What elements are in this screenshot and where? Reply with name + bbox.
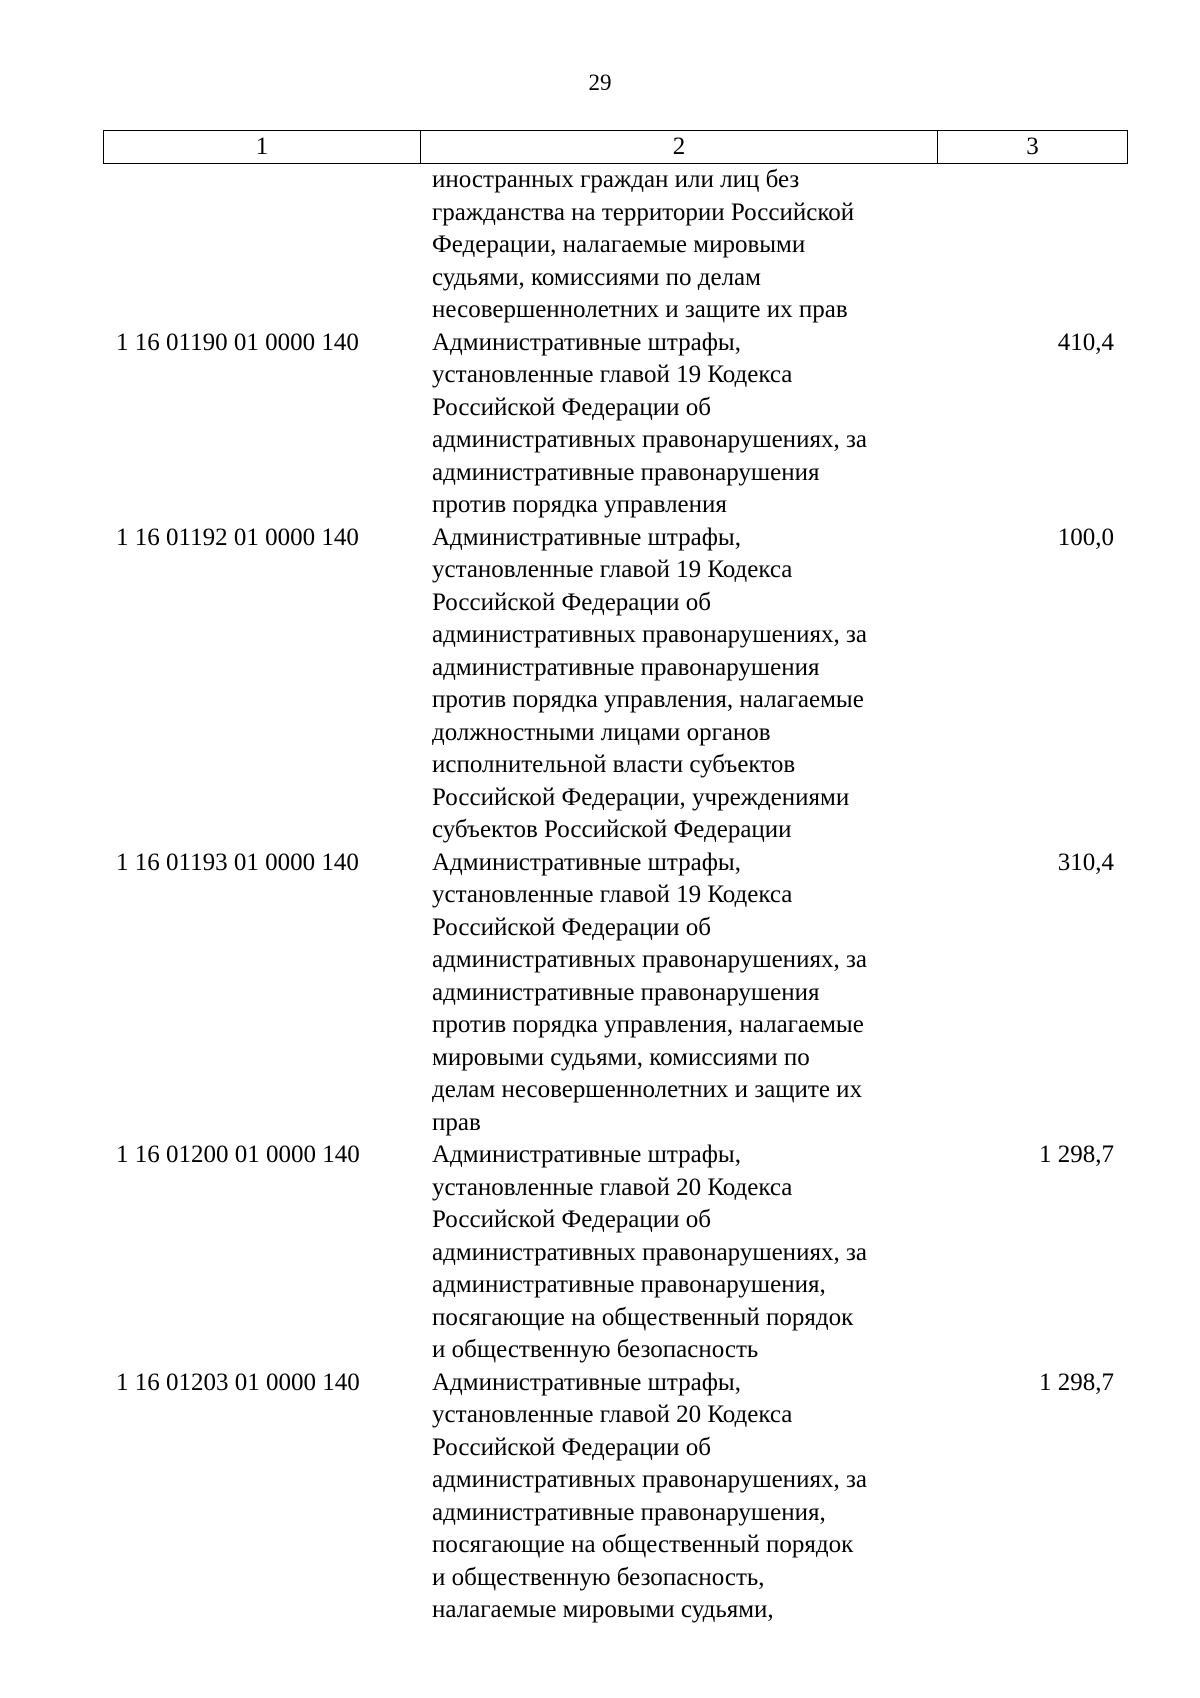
row-code: 1 16 01200 01 0000 140 (116, 1141, 360, 1168)
description-line: Российской Федерации об (432, 393, 711, 421)
description-line: Административные штрафы, (432, 1141, 741, 1168)
description-line: против порядка управления (432, 491, 727, 518)
row-description (419, 1367, 935, 1627)
row-code: 1 16 01190 01 0000 140 (116, 328, 359, 356)
table-row (103, 327, 1124, 522)
description-line: иностранных граждан или лиц без (432, 166, 800, 193)
description-line: Административные штрафы, (432, 523, 741, 551)
description-line: административных правонарушениях, за (432, 426, 867, 453)
description-line: субъектов Российской Федерации (432, 816, 792, 843)
description-line: Российской Федерации, учреждениями (432, 783, 850, 811)
description-line: посягающие на общественный порядок (432, 1303, 854, 1331)
description-line: судьями, комиссиями по делам (432, 263, 761, 291)
description-line: Российской Федерации об (432, 913, 711, 941)
description-line: Административные штрафы, (432, 848, 741, 876)
description-line: Российской Федерации об (432, 1206, 711, 1233)
row-code: 1 16 01193 01 0000 140 (116, 848, 359, 876)
row-code: 1 16 01203 01 0000 140 (116, 1368, 360, 1396)
column-header-table (103, 130, 1128, 164)
description-line: административные правонарушения, (432, 1498, 826, 1526)
row-amount: 310,4 (1057, 848, 1114, 876)
table-row (103, 522, 1124, 847)
table-row (103, 164, 1124, 327)
table-row (103, 1139, 1124, 1367)
description-line: против порядка управления, налагаемые (432, 1011, 864, 1038)
row-amount: 1 298,7 (1039, 1368, 1114, 1396)
column-header-1: 1 (104, 131, 421, 164)
description-line: налагаемые мировыми судьями, (432, 1596, 774, 1623)
description-line: несовершеннолетних и защите их прав (432, 296, 848, 323)
description-line: установленные главой 19 Кодекса (432, 361, 793, 388)
table-row (103, 847, 1124, 1140)
column-header-row (104, 131, 1128, 164)
description-line: административных правонарушениях, за (432, 946, 867, 973)
row-description (419, 847, 935, 1140)
description-line: административные правонарушения (432, 458, 820, 486)
description-line: и общественную безопасность, (432, 1563, 765, 1591)
row-description (419, 522, 935, 847)
row-description (419, 1139, 935, 1367)
description-line: исполнительной власти субъектов (432, 751, 796, 778)
row-description (419, 164, 935, 327)
description-line: установленные главой 20 Кодекса (432, 1401, 793, 1428)
description-line: мировыми судьями, комиссиями по (432, 1043, 810, 1071)
description-line: и общественную безопасность (432, 1336, 759, 1363)
column-header-2: 2 (421, 131, 938, 164)
description-line: Административные штрафы, (432, 328, 741, 356)
description-line: установленные главой 19 Кодекса (432, 556, 793, 583)
description-line: административных правонарушениях, за (432, 621, 867, 648)
description-line: прав (432, 1108, 481, 1136)
row-code: 1 16 01192 01 0000 140 (116, 523, 359, 551)
description-line: делам несовершеннолетних и защите их (432, 1076, 863, 1103)
description-line: установленные главой 19 Кодекса (432, 881, 793, 908)
page-number: 29 (588, 70, 612, 95)
description-line: Федерации, налагаемые мировыми (432, 231, 806, 258)
row-amount: 100,0 (1057, 523, 1114, 551)
row-amount: 410,4 (1057, 328, 1114, 356)
description-line: административных правонарушениях, за (432, 1466, 867, 1493)
description-line: административных правонарушениях, за (432, 1238, 867, 1266)
column-header-3: 3 (938, 131, 1128, 164)
description-line: административные правонарушения (432, 978, 820, 1006)
description-line: против порядка управления, налагаемые (432, 686, 864, 713)
description-line: административные правонарушения, (432, 1271, 826, 1298)
description-line: должностными лицами органов (432, 718, 771, 746)
description-line: установленные главой 20 Кодекса (432, 1173, 793, 1201)
description-line: Российской Федерации об (432, 1433, 711, 1461)
description-line: гражданства на территории Российской (432, 198, 855, 226)
table-row (103, 1367, 1124, 1627)
description-line: административные правонарушения (432, 653, 820, 681)
row-description (419, 327, 935, 522)
description-line: Административные штрафы, (432, 1368, 741, 1396)
description-line: посягающие на общественный порядок (432, 1531, 854, 1558)
table-body (103, 164, 1124, 1627)
row-amount: 1 298,7 (1039, 1141, 1114, 1168)
description-line: Российской Федерации об (432, 588, 711, 616)
